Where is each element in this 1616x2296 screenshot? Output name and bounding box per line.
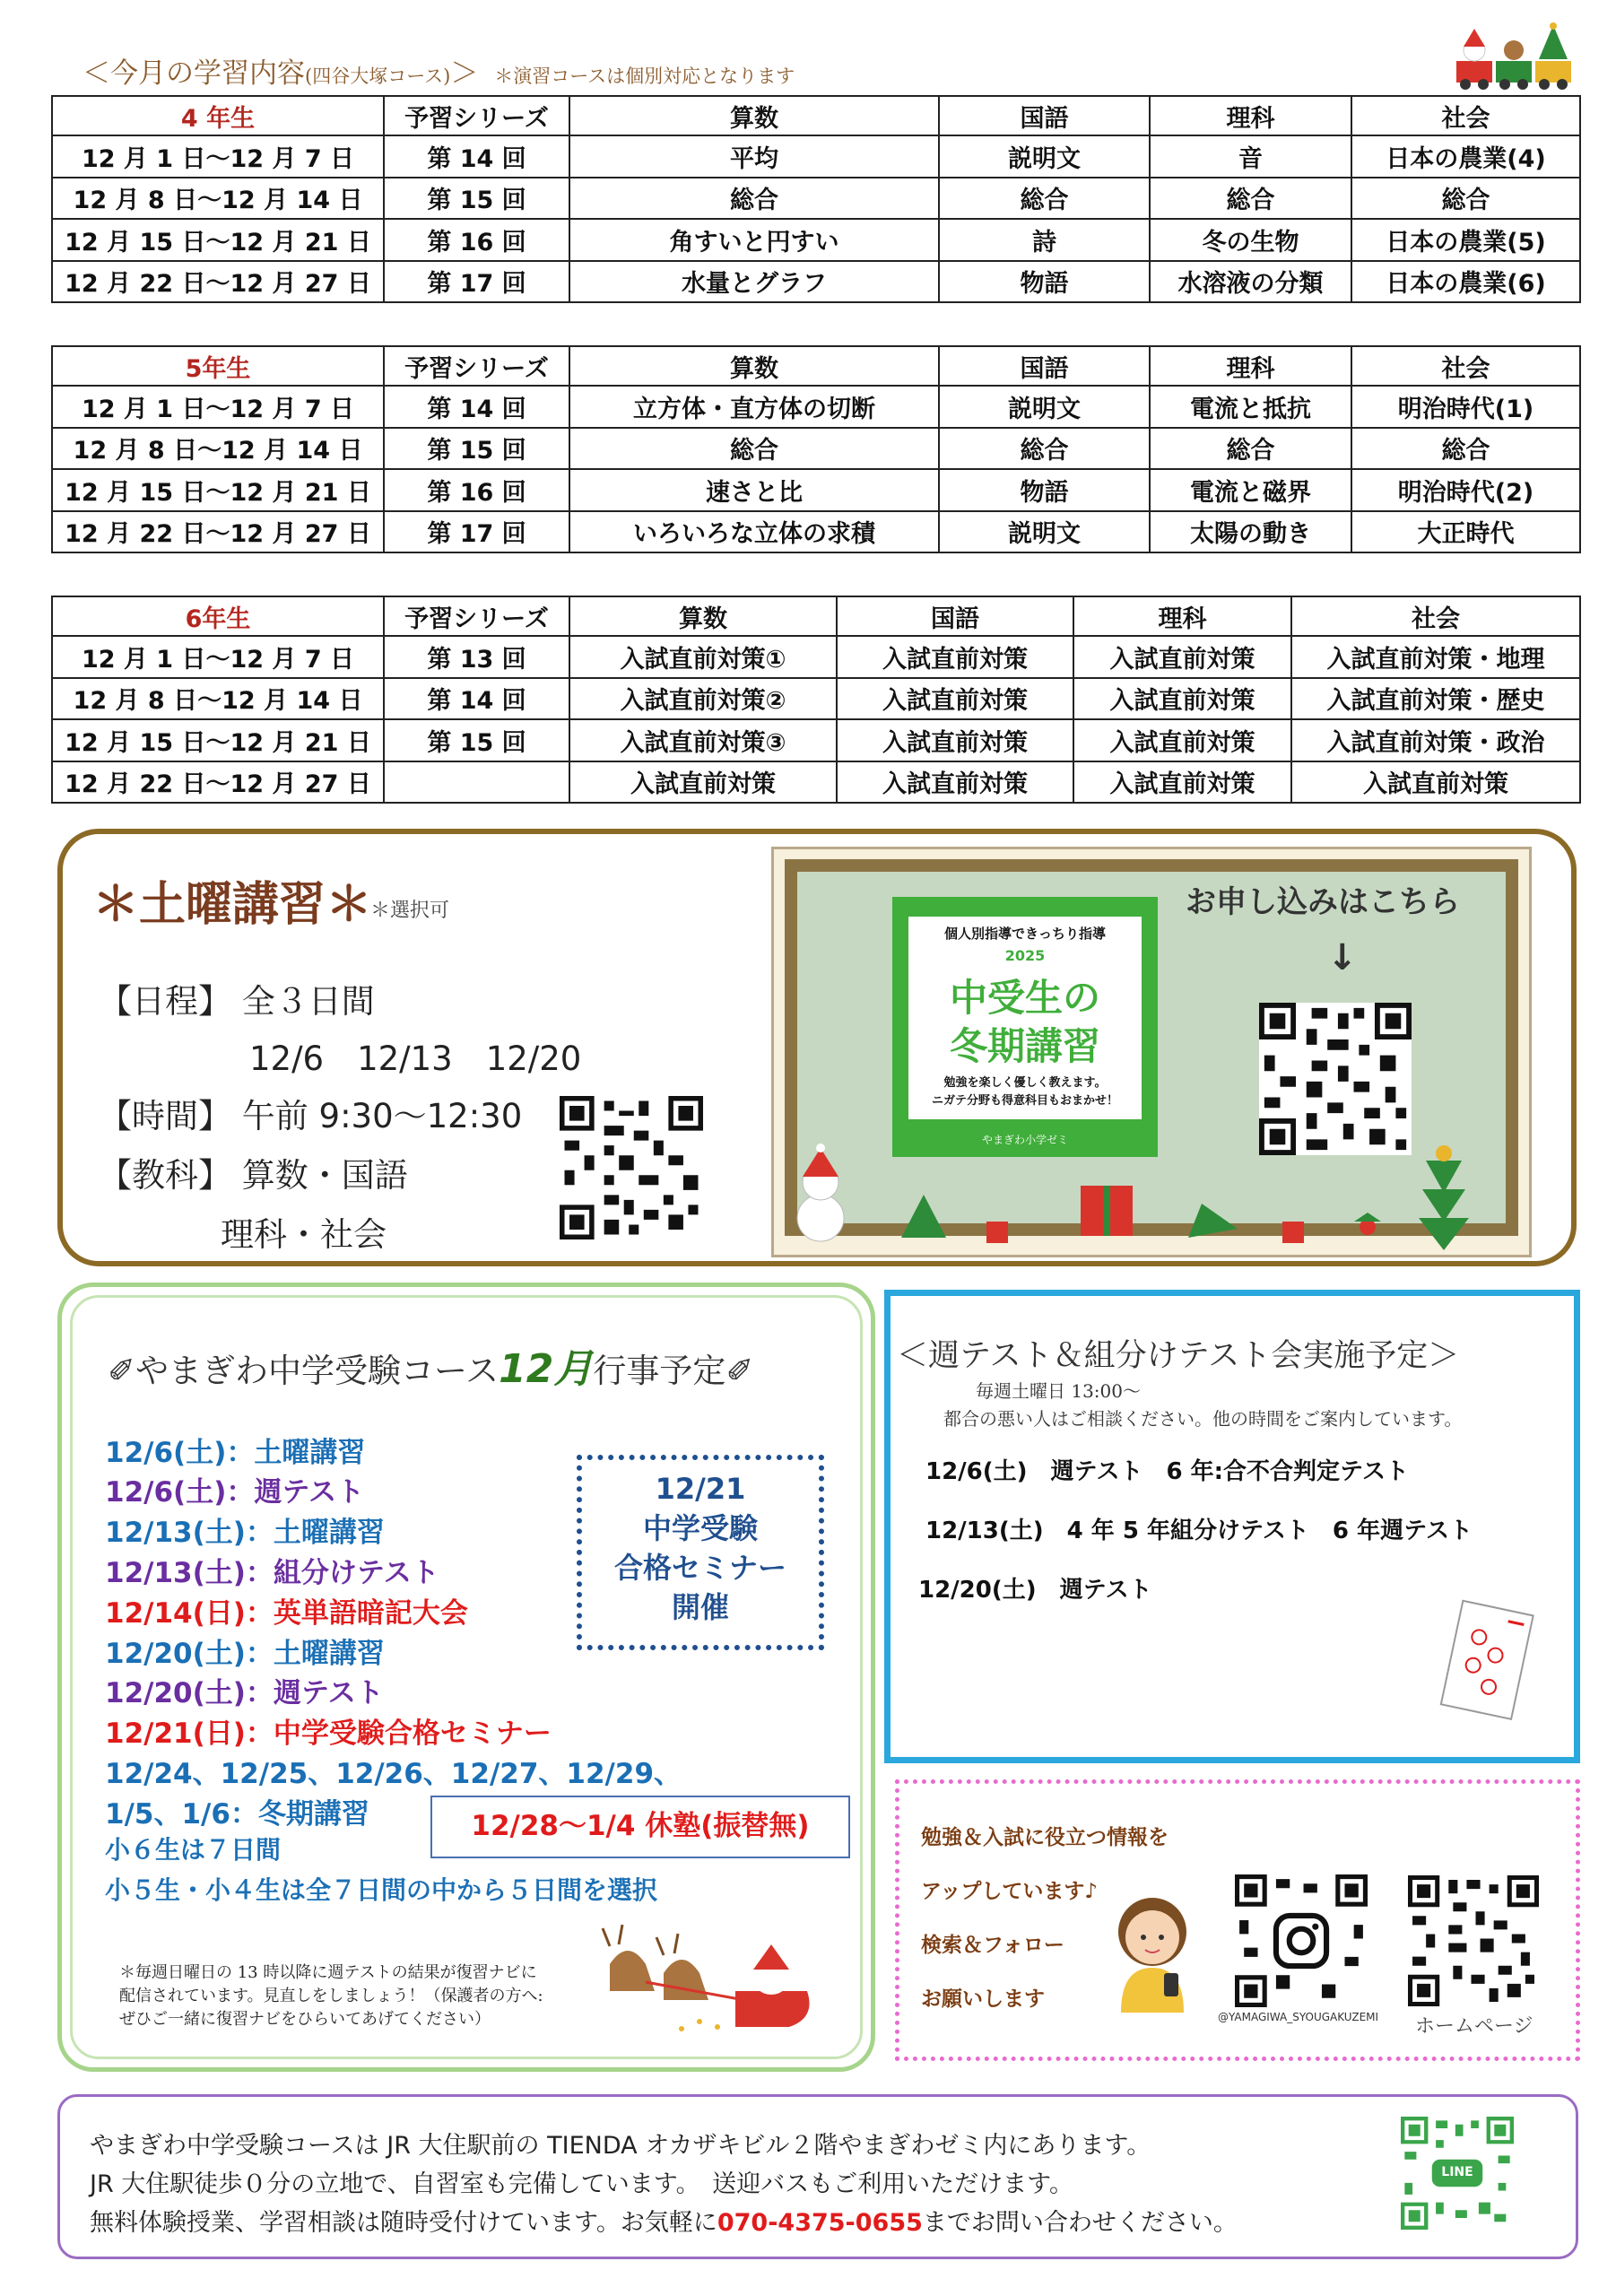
application-qr-code[interactable] (1259, 1003, 1412, 1155)
grade-label: 4 年生 (52, 96, 384, 135)
footer-contact: 無料体験授業、学習相談は随時受付けています。お気軽に070-4375-0655までお問い合わせください。 (90, 2209, 1238, 2237)
instagram-icon (1234, 1874, 1368, 2007)
event-item: 12/24、12/25、12/26、12/27、12/29、 (105, 1758, 682, 1790)
test-paper-icon (1438, 1598, 1537, 1724)
weekly-test-item: 12/20(土) 週テスト (918, 1577, 1152, 1604)
events-title: ✐やまぎわ中学受験コース12月行事予定✐ (108, 1346, 754, 1392)
grade4-table (51, 95, 1581, 303)
table-row: 12 月 22 日～12 月 27 日 第 17 回 水量とグラフ 物語 水溶液の分類 日本の農業(6) (52, 261, 1580, 303)
table-row: 12 月 22 日～12 月 27 日 入試直前対策 入試直前対策 入試直前対策 入試直前対策 (52, 761, 1580, 804)
table-header-row: 4 年生 予習シリーズ 算数 国語 理科 社会 (52, 96, 1580, 135)
table-header-row: 6年生 予習シリーズ 算数 国語 理科 社会 (52, 596, 1580, 636)
sns-line: お願いします (921, 1987, 1045, 2011)
footer-facilities: JR 大住駅徒歩０分の立地で、自習室も完備しています。 送迎バスもご利用いただけます。 (90, 2170, 1073, 2198)
weekly-test-item: 12/13(土) 4 年 5 年組分けテスト 6 年週テスト (925, 1518, 1473, 1544)
santa-sleigh-icon (592, 1910, 825, 2045)
grade-label: 5年生 (52, 346, 384, 386)
saturday-subtitle: ＊選択可 (370, 900, 450, 922)
event-item: 12/14(日)：英単語暗記大会 (105, 1597, 468, 1630)
event-item: 小５生・小４生は全７日間の中から５日間を選択 (105, 1875, 658, 1905)
table-header-row: 5年生 予習シリーズ 算数 国語 理科 社会 (52, 346, 1580, 386)
homepage-qr-code[interactable] (1408, 1874, 1539, 2007)
table-row: 12 月 1 日～12 月 7 日 第 14 回 立方体・直方体の切断 説明文 電流と抵抗 明治時代(1) (52, 386, 1580, 428)
event-item: 12/20(土)：週テスト (105, 1677, 384, 1709)
event-item: 12/13(土)：組分けテスト (105, 1557, 439, 1589)
table-row: 12 月 15 日～12 月 21 日 第 16 回 速さと比 物語 電流と磁界 明治時代(2) (52, 469, 1580, 511)
table-row: 12 月 1 日～12 月 7 日 第 14 回 平均 説明文 音 日本の農業(4) (52, 135, 1580, 178)
saturday-qr-code[interactable] (560, 1096, 703, 1239)
grade6-table (51, 596, 1581, 804)
holiday-notice: 12/28～1/4 休塾(振替無) (430, 1796, 850, 1858)
table-row: 12 月 22 日～12 月 27 日 第 17 回 いろいろな立体の求積 説明文 太陽の動き 大正時代 (52, 511, 1580, 553)
down-arrow-icon: ↓ (1327, 937, 1358, 978)
qr-code-icon (560, 1096, 703, 1239)
qr-code-icon (1408, 1874, 1539, 2007)
table-row: 12 月 1 日～12 月 7 日 第 13 回 入試直前対策① 入試直前対策 入試直前対策 入試直前対策・地理 (52, 636, 1580, 678)
table-row: 12 月 15 日～12 月 21 日 第 15 回 入試直前対策③ 入試直前対策 入試直前対策 入試直前対策・政治 (52, 719, 1580, 761)
instagram-handle[interactable]: @YAMAGIWA_SYOUGAKUZEMI (1218, 2011, 1379, 2023)
girl-phone-icon (1103, 1887, 1202, 2013)
sns-line: 勉強＆入試に役立つ情報を (921, 1826, 1169, 1849)
review-note: ＊毎週日曜日の 13 時以降に週テストの結果が復習ナビに配信されています。見直しをしましょう！（保護者の方へ:ぜひご一緒に復習ナビをひらいてあげてください） (119, 1963, 543, 2029)
subject-line-2: 理科・社会 (221, 1215, 387, 1254)
phone-number[interactable]: 070-4375-0655 (717, 2209, 923, 2237)
course-note: ＊演習コースは個別対応となります (494, 65, 795, 87)
event-item: 12/20(土)：土曜講習 (105, 1638, 385, 1670)
dates-line: 12/6 12/13 12/20 (249, 1039, 582, 1078)
page-title: ＜今月の学習内容(四谷大塚コース)＞ ＊演習コースは個別対応となります (83, 57, 795, 90)
time-line: 【時間】 午前 9:30～12:30 (99, 1097, 523, 1135)
table-row: 12 月 8 日～12 月 14 日 第 15 回 総合 総合 総合 総合 (52, 428, 1580, 470)
weekly-test-title: ＜週テスト＆組分けテスト会実施予定＞ (897, 1338, 1460, 1374)
event-item: 小６生は７日間 (105, 1835, 282, 1865)
event-item: 12/13(土)：土曜講習 (105, 1517, 385, 1549)
table-row: 12 月 8 日～12 月 14 日 第 14 回 入試直前対策② 入試直前対策 入試直前対策 入試直前対策・歴史 (52, 678, 1580, 720)
schedule-line: 【日程】 全３日間 (99, 982, 375, 1021)
grade5-table (51, 345, 1581, 553)
line-badge: LINE (1441, 2165, 1473, 2179)
christmas-decoration-icon (780, 1139, 1525, 1257)
saturday-title: ＊土曜講習＊ (92, 877, 373, 932)
weekly-test-note: 都合の悪い人はご相談ください。他の時間をご案内しています。 (943, 1408, 1463, 1430)
seminar-callout: 12/21 中学受験 合格セミナー 開催 (577, 1455, 824, 1650)
subject-line: 【教科】 算数・国語 (99, 1156, 408, 1195)
christmas-train-icon (1453, 22, 1578, 93)
homepage-label: ホームページ (1415, 2015, 1533, 2038)
table-row: 12 月 15 日～12 月 21 日 第 16 回 角すいと円すい 詩 冬の生物 日本の農業(5) (52, 219, 1580, 261)
event-item: 12/6(土)：週テスト (105, 1476, 365, 1509)
apply-here-label: お申し込みはこちら (1186, 884, 1460, 920)
weekly-test-time: 毎週土曜日 13:00～ (976, 1380, 1141, 1402)
sns-line: 検索＆フォロー (921, 1934, 1064, 1957)
weekly-test-item: 12/6(土) 週テスト 6 年:合不合判定テスト (925, 1458, 1409, 1485)
grade-label: 6年生 (52, 596, 384, 636)
event-item: 12/21(日)：中学受験合格セミナー (105, 1718, 552, 1750)
sns-line: アップしています♪ (921, 1880, 1099, 1903)
event-item: 1/5、1/6：冬期講習 (105, 1798, 369, 1831)
footer-address: やまぎわ中学受験コースは JR 大住駅前の TIENDA オカザキビル２階やまぎわゼミ内にあります。 (90, 2132, 1151, 2160)
table-row: 12 月 8 日～12 月 14 日 第 15 回 総合 総合 総合 総合 (52, 178, 1580, 220)
instagram-qr-code[interactable] (1234, 1874, 1368, 2007)
qr-code-icon (1259, 1003, 1412, 1155)
event-item: 12/6(土)：土曜講習 (105, 1437, 366, 1469)
